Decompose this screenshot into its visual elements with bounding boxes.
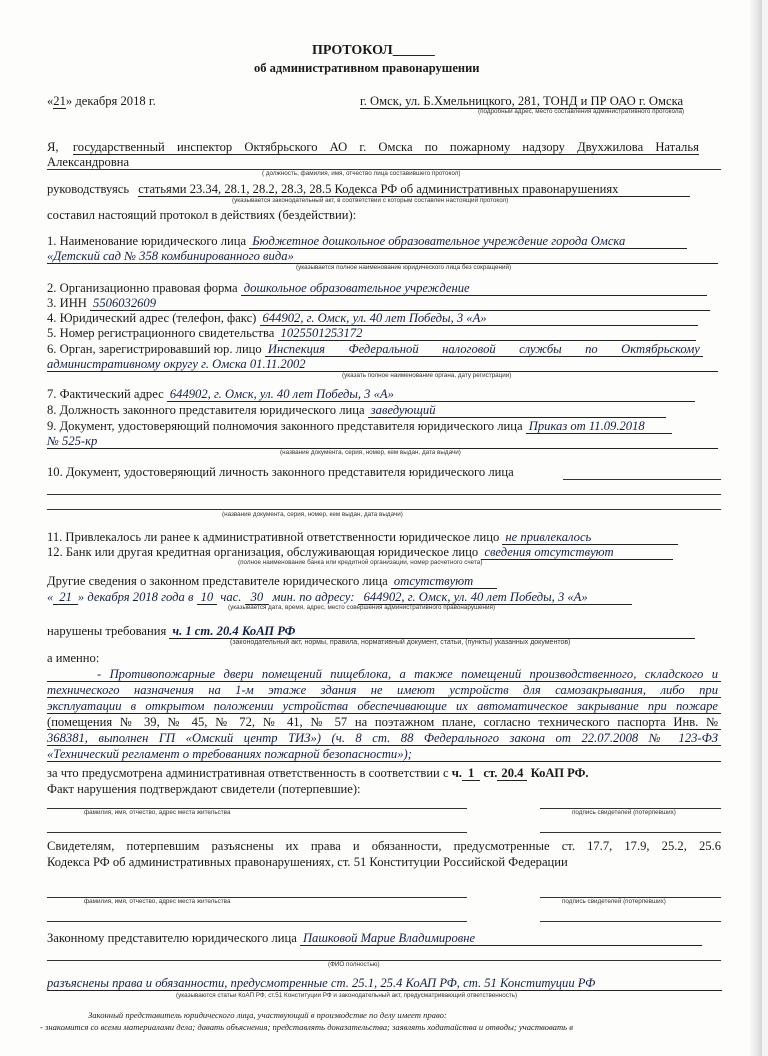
document-subtitle: об административном правонарушении	[254, 61, 480, 75]
rights-signature-line-2	[540, 921, 721, 922]
footer-line-1: Законный представитель юридического лица, участвующий в производстве по делу имеет право:	[88, 1010, 447, 1020]
other-value: отсутствуют	[391, 574, 497, 589]
item-4	[47, 311, 698, 326]
document-title	[312, 43, 435, 58]
item-2	[47, 281, 707, 296]
time-day: 21	[53, 590, 78, 605]
rights-explained-note: (указываются статьи КоАП РФ, ст.51 Конституции РФ и законодательный акт, предусматривающий ответственность)	[176, 992, 518, 999]
liability-ch-num: 1	[462, 766, 480, 781]
item-12-label: 12. Банк или другая кредитная организация, обслуживающая юридическое лицо	[47, 545, 479, 559]
time-minute: 30	[245, 590, 270, 605]
item-10	[47, 465, 514, 480]
violation-line-1: - Противопожарные двери помещений пищеблока, а также помещений производственного, складского и	[47, 667, 721, 682]
violation-description	[47, 667, 721, 762]
item-11	[47, 530, 678, 545]
item-7	[47, 387, 695, 402]
namely-label: а именно:	[47, 651, 100, 665]
paper-edge-outer	[762, 0, 768, 1056]
item-6-value: Инспекция Федеральной налоговой службы по Октябрьскому	[265, 342, 703, 357]
item-2-value: дошкольное образовательное учреждение	[241, 281, 707, 296]
item-5-value: 1025501253172	[278, 326, 696, 341]
liability-st-num: 20.4	[497, 766, 527, 781]
violation-line-5: 368381, выполнен ГП «Омский центр ТИЗ») (ч. 8 ст. 88 Федерального закона от 22.07.2008 № 123-ФЗ	[47, 731, 721, 746]
inspector-note: ( должность, фамилия, имя, отчество лица составившего протокол)	[262, 170, 461, 177]
representative-line	[47, 931, 702, 946]
violation-label: нарушены требования	[47, 624, 167, 638]
rights-text-2: Кодекса РФ об административных правонарушениях, ст. 51 Конституции Российской Федерации	[47, 855, 568, 869]
time-h-label: час.	[220, 590, 242, 604]
item-3	[47, 296, 710, 311]
item-9-note: (название документа, серия, номер, кем выдан, дата выдачи)	[280, 449, 461, 456]
item-6-note: (указать полное наименование органа, дату регистрации)	[342, 372, 512, 379]
violation-line-2: технического назначения на 1-м этаже здания не имеют устройств для самозакрывания, либо при	[47, 683, 721, 698]
liability-code: КоАП РФ.	[530, 766, 589, 780]
item-6	[47, 342, 703, 357]
time-month-year: » декабря 2018 года в	[77, 590, 194, 604]
item-12-note: (полное наименование банка или кредитной организации, номер расчетного счета)	[238, 559, 483, 566]
item-1-value-2: «Детский сад № 358 комбинированного вида»	[47, 249, 718, 264]
item-10-blank-3	[47, 509, 721, 510]
witness-signature-line-2	[540, 832, 721, 833]
item-7-label: 7. Фактический адрес	[47, 387, 164, 401]
item-10-label: 10. Документ, удостоверяющий личность законного представителя юридического лица	[47, 465, 514, 479]
other-info	[47, 574, 497, 589]
item-12	[47, 545, 673, 560]
representative-value: Пашковой Марие Владимировне	[300, 931, 702, 946]
witness-note-left: фамилия, имя, отчество, адрес места жительства	[84, 809, 231, 816]
witness-name-line-2	[47, 832, 467, 833]
time-hour: 10	[197, 590, 218, 605]
violation-value: ч. 1 ст. 20.4 КоАП РФ	[169, 624, 695, 639]
representative-label: Законному представителю юридического лица	[47, 931, 297, 945]
rights-note-right: подпись свидетелей (потерпевших)	[562, 898, 666, 905]
liability-text: за что предусмотрена административная ответственность в соответствии с	[47, 766, 449, 780]
protocol-place	[360, 94, 683, 109]
item-9	[47, 419, 672, 434]
time-note: (указывается дата, время, адрес, место совершения административного правонарушения)	[228, 604, 496, 611]
item-3-value: 5506032609	[90, 296, 710, 311]
rights-note-left: фамилия, имя, отчество, адрес места жительства	[84, 898, 231, 905]
paper-edge	[748, 0, 762, 1056]
place-value: г. Омск, ул. Б.Хмельницкого, 281, ТОНД и ПР ОАО г. Омска	[360, 94, 684, 108]
item-5	[47, 326, 696, 341]
guided-line	[47, 182, 690, 197]
inspector-value: государственный инспектор Октябрьского АО г. Омска по пожарному надзору Двухжилова Наталья	[72, 140, 699, 154]
item-6-value-2: административному округу г. Омска 01.11.2002	[47, 357, 718, 372]
item-11-label: 11. Привлекалось ли ранее к административной ответственности юридическое лицо	[47, 530, 500, 544]
place-note: (подробный адрес, место составления административного протокола)	[478, 108, 685, 115]
item-9-line2	[47, 434, 718, 449]
inspector-prefix: Я,	[47, 140, 59, 154]
item-1-label: 1. Наименование юридического лица	[47, 234, 247, 248]
representative-underline	[47, 960, 721, 961]
fio-note: (ФИО полностью)	[328, 961, 380, 968]
violation-line-3: эксплуатации в открытом положении устройства обеспечивающие их автоматическое закрывание при пожаре	[47, 699, 721, 714]
date-rest: » декабря 2018 г.	[65, 94, 156, 108]
item-11-value: не привлекалось	[502, 530, 678, 545]
date-day: 21	[53, 94, 66, 108]
inspector-line	[47, 140, 721, 155]
rights-explained-value: разъяснены права и обязанности, предусмотренные ст. 25.1, 25.4 КоАП РФ, ст. 51 Конституции РФ	[47, 976, 722, 991]
item-7-value: 644902, г. Омск, ул. 40 лет Победы, 3 «А»	[167, 387, 695, 402]
title-blank: ______	[392, 43, 435, 58]
item-3-label: 3. ИНН	[47, 296, 87, 310]
inspector-value-2: Александровна	[47, 155, 130, 169]
witness-label: Факт нарушения подтверждают свидетели (потерпевшие):	[47, 782, 361, 796]
guided-value: статьями 23.34, 28.1, 28.2, 28.3, 28.5 Кодекса РФ об административных правонарушениях	[138, 182, 690, 197]
time-address-label: мин. по адресу:	[272, 590, 355, 604]
item-10-note: (название документа, серия, номер, кем выдан, дата выдачи)	[222, 511, 403, 518]
liability-ch: ч.	[451, 766, 462, 780]
title-text: ПРОТОКОЛ	[312, 43, 393, 58]
item-8-value: заведующий	[368, 403, 666, 418]
item-1-value: Бюджетное дошкольное образовательное учреждение города Омска	[249, 234, 687, 249]
item-9-value: Приказ от 11.09.2018	[526, 419, 672, 434]
item-1-line2	[47, 249, 718, 264]
item-8	[47, 403, 666, 418]
time-quote: «	[47, 590, 54, 604]
rights-text-1: Свидетелям, потерпевшим разъяснены их права и обязанности, предусмотренные ст. 17.7, 17.9, 25.2, 25.6	[47, 839, 721, 853]
item-6-label: 6. Орган, зарегистрировавший юр. лицо	[47, 342, 262, 356]
violation-requirements	[47, 624, 695, 639]
guided-note: (указывается законодательный акт, в соответствии с которым составлен настоящий протокол)	[232, 197, 509, 204]
footer-line-2: - знакомится со всеми материалами дела; давать объяснения; представлять доказательства; заявлять ходатайства и отводы; участвовать в	[40, 1022, 573, 1032]
time-address: 644902, г. Омск, ул. 40 лет Победы, 3 «А»	[358, 590, 632, 605]
violation-time	[47, 590, 632, 605]
item-8-label: 8. Должность законного представителя юридического лица	[47, 403, 365, 417]
rights-explained	[47, 976, 722, 991]
item-6-line2	[47, 357, 718, 372]
liability-line	[47, 766, 589, 781]
item-12-value: сведения отсутствуют	[481, 545, 673, 560]
protocol-date	[47, 94, 156, 109]
item-1	[47, 234, 687, 249]
violation-note: (законодательный акт, нормы, правила, нормативный документ, статьи, (пункты) указанных документов)	[230, 639, 571, 646]
item-4-label: 4. Юридический адрес (телефон, факс)	[47, 311, 257, 325]
violation-line-6: «Технический регламент о требованиях пожарной безопасности»);	[47, 747, 721, 762]
rights-name-line-2	[47, 921, 467, 922]
item-4-value: 644902, г. Омск, ул. 40 лет Победы, 3 «А»	[260, 311, 698, 326]
item-5-label: 5. Номер регистрационного свидетельства	[47, 326, 275, 340]
item-10-blank-2	[47, 494, 721, 495]
item-1-note: (указывается полное наименование юридического лица без сокращений)	[296, 264, 512, 271]
item-10-blank	[563, 479, 721, 480]
inspector-line2	[47, 155, 129, 170]
date-quote: «	[47, 94, 54, 108]
item-9-value-2: № 525-кр	[47, 434, 718, 449]
witness-note-right: подпись свидетелей (потерпевших)	[572, 809, 676, 816]
liability-st: ст.	[483, 766, 498, 780]
composed-text: составил настоящий протокол в действиях (бездействии):	[47, 208, 357, 222]
other-label: Другие сведения о законном представителе юридического лица	[47, 574, 388, 588]
item-9-label: 9. Документ, удостоверяющий полномочия законного представителя юридического лица	[47, 419, 523, 433]
violation-line-4: (помещения № 39, № 45, № 72, № 41, № 57 на поэтажном плане, согласно технического паспорта Инв. №	[47, 715, 721, 730]
guided-label: руководствуясь	[47, 182, 130, 196]
item-2-label: 2. Организационно правовая форма	[47, 281, 238, 295]
